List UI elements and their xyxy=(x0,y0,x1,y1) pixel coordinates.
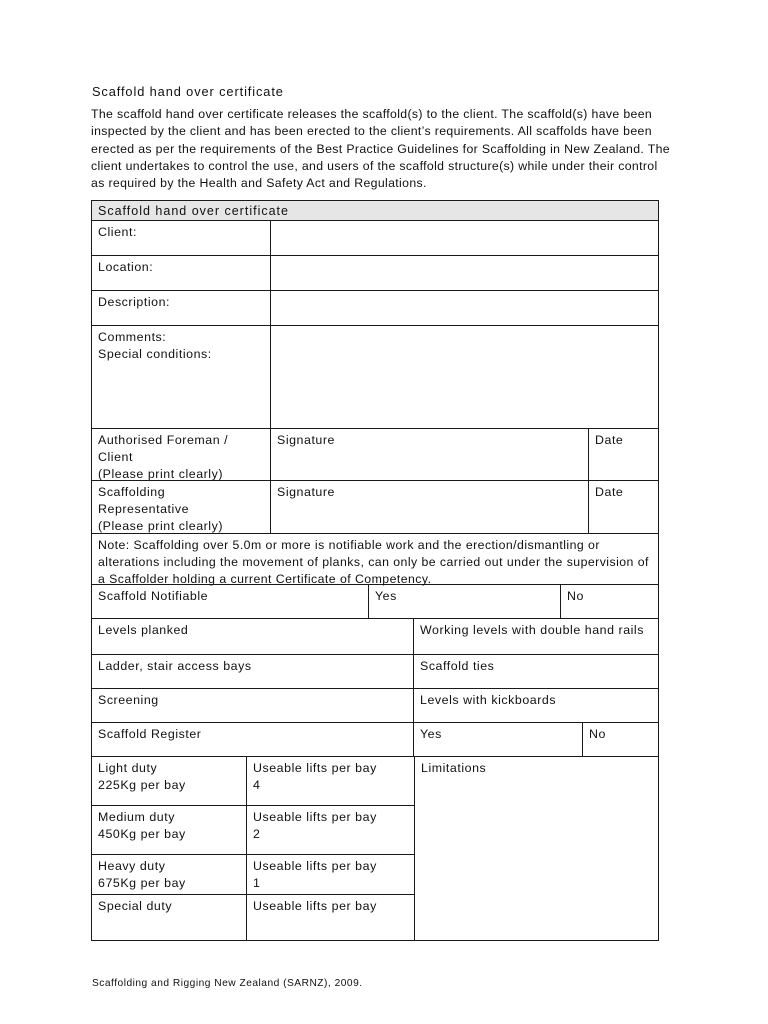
description-row xyxy=(91,291,659,326)
duty-weight: 225Kg per bay xyxy=(98,778,186,792)
load-row-light xyxy=(92,757,414,806)
duty-cell xyxy=(92,757,246,805)
lifts-value: 1 xyxy=(253,876,261,890)
load-class-section xyxy=(91,757,659,941)
notifiable-row xyxy=(91,585,659,619)
register-label: Scaffold Register xyxy=(98,727,202,741)
load-class-table xyxy=(92,757,414,940)
foreman-label-cell xyxy=(92,429,270,480)
limitations-field[interactable] xyxy=(414,757,658,940)
representative-label-line2: Representative xyxy=(98,502,190,516)
duty-cell xyxy=(92,806,246,854)
lifts-label: Useable lifts per bay xyxy=(253,810,377,824)
lifts-cell xyxy=(246,806,414,854)
limitations-label: Limitations xyxy=(421,761,487,775)
notifiable-no-option[interactable]: No xyxy=(560,585,658,618)
representative-label-cell xyxy=(92,481,270,533)
foreman-label-line2: Client xyxy=(98,450,133,464)
client-row xyxy=(91,221,659,256)
lifts-label: Useable lifts per bay xyxy=(253,761,377,775)
lifts-label: Useable lifts per bay xyxy=(253,899,377,913)
levels-row xyxy=(91,619,659,655)
foreman-label-line3: (Please print clearly) xyxy=(98,467,224,480)
representative-date-label: Date xyxy=(595,485,624,499)
working-levels-field[interactable]: Working levels with double hand rails xyxy=(413,619,658,654)
kickboards-field[interactable]: Levels with kickboards xyxy=(413,689,658,722)
comments-label: Comments: xyxy=(98,330,167,344)
comments-row xyxy=(91,326,659,429)
representative-signature-field[interactable] xyxy=(270,481,588,533)
load-row-special xyxy=(92,895,414,940)
lifts-value: 2 xyxy=(253,827,261,841)
description-label: Description: xyxy=(98,295,171,309)
duty-weight: 450Kg per bay xyxy=(98,827,186,841)
lifts-cell xyxy=(246,757,414,805)
duty-name: Light duty xyxy=(98,761,158,775)
location-row xyxy=(91,256,659,291)
note-row xyxy=(91,534,659,585)
duty-name: Special duty xyxy=(98,899,173,913)
screening-field[interactable]: Screening xyxy=(98,693,159,707)
register-row xyxy=(91,723,659,757)
register-no-option[interactable]: No xyxy=(582,723,658,756)
representative-label-line1: Scaffolding xyxy=(98,485,166,499)
lifts-value: 4 xyxy=(253,778,261,792)
location-label: Location: xyxy=(98,260,154,274)
client-label: Client: xyxy=(98,225,137,239)
foreman-date-field[interactable] xyxy=(588,429,658,480)
duty-name: Medium duty xyxy=(98,810,175,824)
representative-label-line3: (Please print clearly) xyxy=(98,519,224,533)
client-field[interactable] xyxy=(270,221,658,255)
register-yes-option[interactable]: Yes xyxy=(413,723,582,756)
handover-form xyxy=(91,200,659,941)
notifiable-note: Note: Scaffolding over 5.0m or more is notifiable work and the erection/dismantling or alterations including the movement of planks, can only be carried out under the supervision of a Scaffolder holding a current Certificate of Competency. xyxy=(98,538,649,586)
representative-row xyxy=(91,481,659,534)
foreman-date-label: Date xyxy=(595,433,624,447)
description-field[interactable] xyxy=(270,291,658,325)
form-header: Scaffold hand over certificate xyxy=(91,200,659,221)
notifiable-yes-option[interactable]: Yes xyxy=(368,585,560,618)
levels-planked-field[interactable]: Levels planked xyxy=(98,623,189,637)
notifiable-label: Scaffold Notifiable xyxy=(98,589,209,603)
load-row-medium xyxy=(92,806,414,855)
foreman-label-line1: Authorised Foreman / xyxy=(98,433,229,447)
location-field[interactable] xyxy=(270,256,658,290)
document-title: Scaffold hand over certificate xyxy=(92,84,284,99)
foreman-signature-label: Signature xyxy=(277,433,335,447)
lifts-cell xyxy=(246,855,414,894)
footer-credit: Scaffolding and Rigging New Zealand (SARNZ), 2009. xyxy=(92,978,363,989)
representative-signature-label: Signature xyxy=(277,485,335,499)
load-row-heavy xyxy=(92,855,414,895)
lifts-label: Useable lifts per bay xyxy=(253,859,377,873)
duty-name: Heavy duty xyxy=(98,859,166,873)
screening-row xyxy=(91,689,659,723)
foreman-signature-field[interactable] xyxy=(270,429,588,480)
duty-cell xyxy=(92,895,246,940)
comments-label-cell xyxy=(92,326,270,428)
duty-weight: 675Kg per bay xyxy=(98,876,186,890)
comments-field[interactable] xyxy=(270,326,658,428)
representative-date-field[interactable] xyxy=(588,481,658,533)
access-row xyxy=(91,655,659,689)
lifts-cell xyxy=(246,895,414,940)
duty-cell xyxy=(92,855,246,894)
foreman-row xyxy=(91,429,659,481)
scaffold-ties-field[interactable]: Scaffold ties xyxy=(413,655,658,688)
intro-paragraph: The scaffold hand over certificate releases the scaffold(s) to the client. The scaffold(s) have been inspected by the client and has been erected to the client’s requirements. All scaffolds have been erected as per the requirements of the Best Practice Guidelines for Scaffolding in New Zealand. The client undertakes to control the use, and users of the scaffold structure(s) while under their control as required by the Health and Safety Act and Regulations. xyxy=(91,107,670,191)
ladder-access-field[interactable]: Ladder, stair access bays xyxy=(98,659,252,673)
special-conditions-label: Special conditions: xyxy=(98,347,212,361)
